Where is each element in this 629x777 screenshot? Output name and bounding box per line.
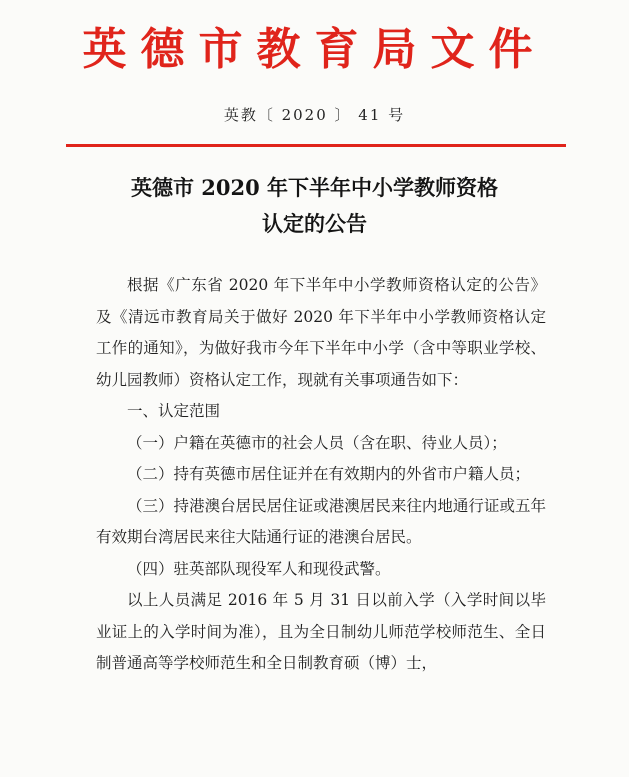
issuer-red-header: 英德市教育局文件	[82, 24, 547, 75]
red-divider-line	[66, 144, 566, 147]
notice-title-line-1: 英德市 2020 年下半年中小学教师资格	[130, 175, 499, 200]
graduates-paragraph: 以上人员满足 2016 年 5 月 31 日以前入学（入学时间以毕业证上的入学时间为准），且为全日制幼儿师范学校师范生、全日制普通高等学校师范生和全日制教育硕（博）士，	[96, 591, 546, 672]
section-heading-scope: 一、认定范围	[127, 402, 221, 420]
scope-item-1: （一）户籍在英德市的社会人员（含在职、待业人员）；	[127, 433, 507, 452]
document-number: 英教〔 2020 〕 41 号	[223, 106, 406, 124]
scope-item-2: （二）持有英德市居住证并在有效期内的外省市户籍人员；	[127, 465, 531, 483]
notice-title	[0, 170, 629, 242]
notice-title-line-2: 认定的公告	[262, 211, 367, 236]
intro-paragraph: 根据《广东省 2020 年下半年中小学教师资格认定的公告》及《清远市教育局关于做好 2020 年下半年中小学教师资格认定工作的通知》，为做好我市今年下半年中小学（含中等职业学校、幼儿园教师）资格认定工作，现就有关事项通告如下：	[96, 276, 546, 389]
scope-item-3: （三）持港澳台居民居住证或港澳居民来往内地通行证或五年有效期台湾居民来往大陆通行证的港澳台居民。	[96, 496, 546, 546]
notice-body	[96, 270, 546, 680]
scope-item-4: （四）驻英部队现役军人和现役武警。	[127, 559, 391, 578]
